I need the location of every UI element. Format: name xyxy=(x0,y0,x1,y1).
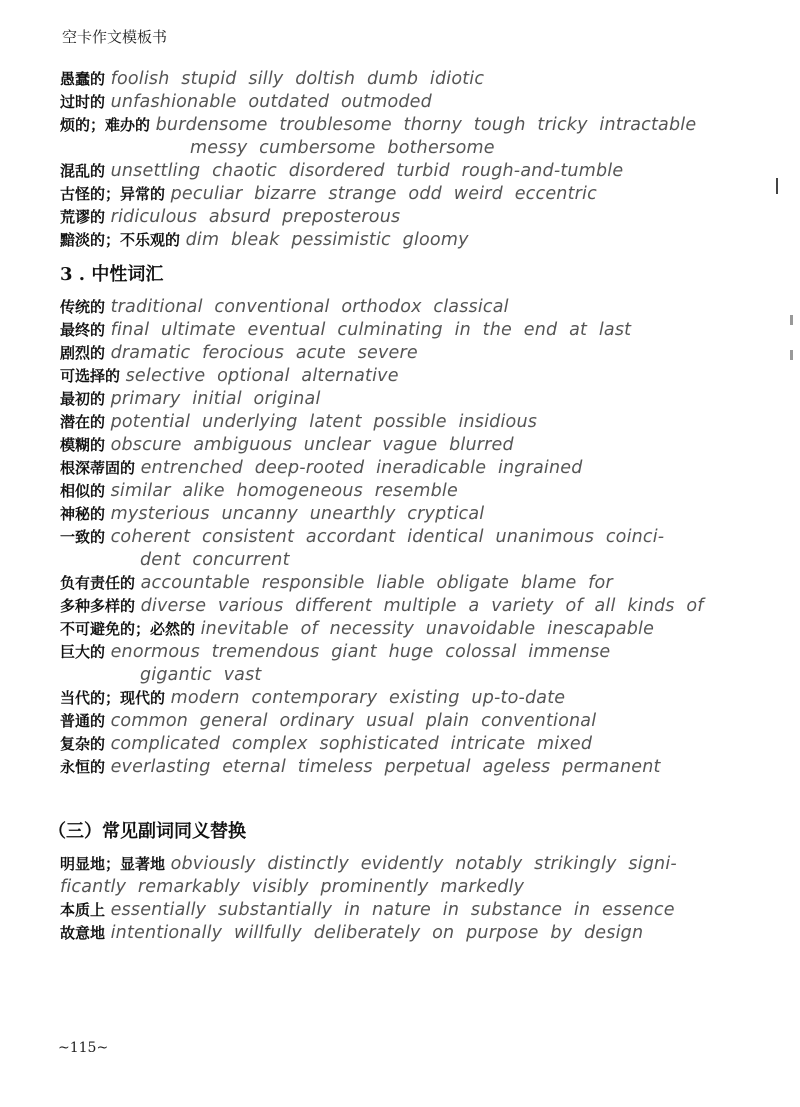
vocab-entry: 荒谬的 ridiculous absurd preposterous xyxy=(60,207,401,227)
vocab-entry: 不可避免的；必然的 inevitable of necessity unavoidable inescapable xyxy=(60,619,655,639)
vocab-entry: 本质上 essentially substantially in nature in substance in essence xyxy=(60,900,675,920)
page-number: ~115~ xyxy=(58,1040,109,1056)
vocab-entry: 负有责任的 accountable responsible liable obligate blame for xyxy=(60,573,613,593)
vocab-entry: 普通的 common general ordinary usual plain conventional xyxy=(60,711,597,731)
vocab-entry: 模糊的 obscure ambiguous unclear vague blurred xyxy=(60,435,514,455)
vocab-entry: 古怪的；异常的 peculiar bizarre strange odd weird eccentric xyxy=(60,184,597,204)
vocab-entry: 黯淡的；不乐观的 dim bleak pessimistic gloomy xyxy=(60,230,469,250)
vocab-entry: 故意地 intentionally willfully deliberately on purpose by design xyxy=(60,923,644,943)
vocab-entry: 多种多样的 diverse various different multiple a variety of all kinds of xyxy=(60,596,704,616)
vocab-entry: 当代的；现代的 modern contemporary existing up-to-date xyxy=(60,688,566,708)
vocab-entry: 神秘的 mysterious uncanny unearthly cryptical xyxy=(60,504,485,524)
vocab-entry: 剧烈的 dramatic ferocious acute severe xyxy=(60,343,418,363)
section-title-adverbs: （三）常见副词同义替换 xyxy=(48,821,246,842)
scan-mark xyxy=(790,315,793,325)
vocab-entry: 复杂的 complicated complex sophisticated intricate mixed xyxy=(60,734,593,754)
scan-mark xyxy=(790,350,793,360)
vocab-entry: 传统的 traditional conventional orthodox classical xyxy=(60,297,509,317)
vocab-entry: 根深蒂固的 entrenched deep-rooted ineradicable ingrained xyxy=(60,458,583,478)
vocab-entry: 一致的 coherent consistent accordant identical unanimous coinci- dent concurrent xyxy=(60,527,665,570)
vocab-entry: 潜在的 potential underlying latent possible insidious xyxy=(60,412,538,432)
vocab-entry: 明显地；显著地 obviously distinctly evidently notably strikingly signi- ficantly remarkably visibly prominently markedly xyxy=(60,854,677,897)
running-header: 空卡作文模板书 xyxy=(62,28,168,46)
vocab-entry: 混乱的 unsettling chaotic disordered turbid rough-and-tumble xyxy=(60,161,624,181)
vocab-entry: 最终的 final ultimate eventual culminating in the end at last xyxy=(60,320,632,340)
scan-mark xyxy=(776,178,778,194)
vocab-entry: 巨大的 enormous tremendous giant huge colossal immense gigantic vast xyxy=(60,642,611,685)
vocab-entry: 永恒的 everlasting eternal timeless perpetual ageless permanent xyxy=(60,757,661,777)
vocab-entry: 可选择的 selective optional alternative xyxy=(60,366,399,386)
vocab-entry: 烦的；难办的 burdensome troublesome thorny tough tricky intractable messy cumbersome bothersome xyxy=(60,115,697,158)
vocab-entry: 过时的 unfashionable outdated outmoded xyxy=(60,92,432,112)
vocab-entry: 相似的 similar alike homogeneous resemble xyxy=(60,481,458,501)
page-content xyxy=(48,68,760,945)
vocab-entry: 最初的 primary initial original xyxy=(60,389,321,409)
section-title-neutral: 3 . 中性词汇 xyxy=(60,264,164,285)
vocab-entry: 愚蠢的 foolish stupid silly doltish dumb idiotic xyxy=(60,69,485,89)
